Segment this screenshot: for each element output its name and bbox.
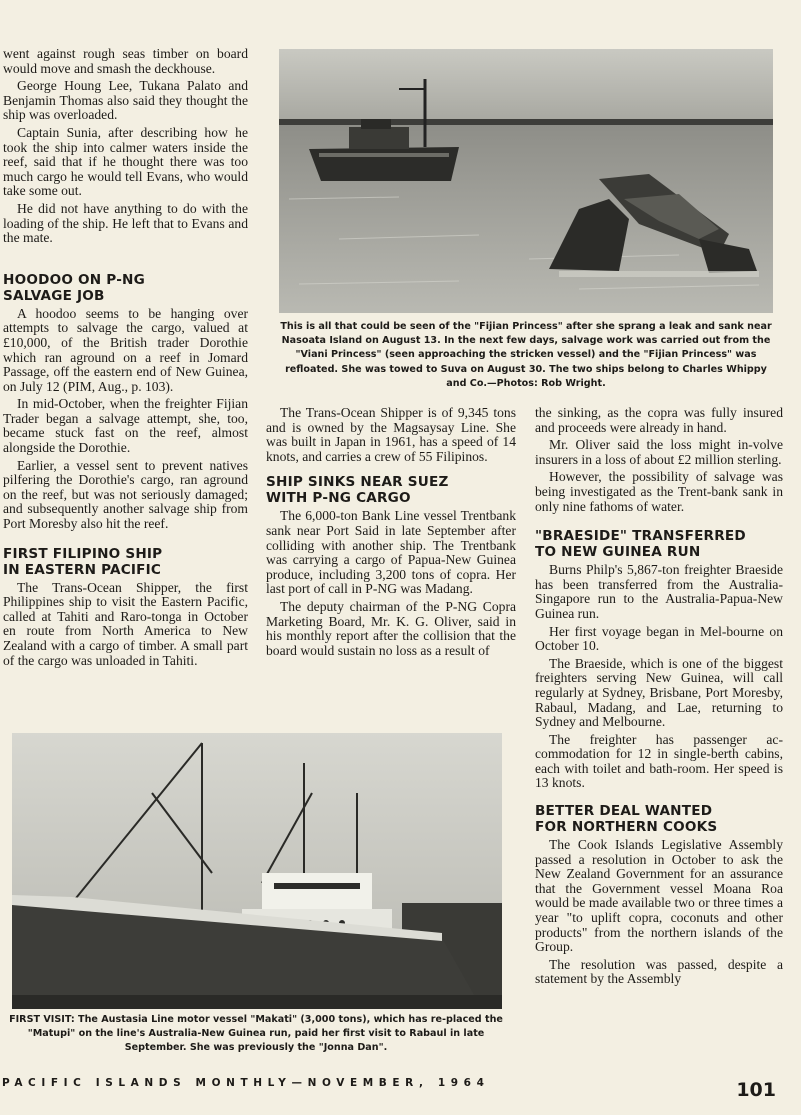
paragraph: Burns Philp's 5,867-ton freighter Braeside has been transferred from the Australia-Singapore run to the Australia-Papua-New Guinea run.	[535, 562, 783, 621]
paragraph: In mid-October, when the freighter Fijian Trader began a salvage attempt, she, too, became stuck fast on the reef, almost alongside the Dorothie.	[3, 396, 248, 456]
column-right	[535, 406, 783, 990]
headline-braeside: "BRAESIDE" TRANSFERRED TO NEW GUINEA RUN	[535, 528, 746, 561]
paragraph: However, the possibility of salvage was being investigated as the Trent-bank sank in only nine fathoms of water.	[535, 469, 783, 514]
photo-fijian-princess	[279, 49, 773, 313]
paragraph: Earlier, a vessel sent to prevent natives pilfering the Dorothie's cargo, ran aground on the reef, but was not seriously damaged; and subsequently another salvage ship from Port Moresby also hit the reef.	[3, 457, 248, 532]
photo-caption-bottom: FIRST VISIT: The Austasia Line motor vessel "Makati" (3,000 tons), which has re-placed the "Matupi" on the line's Australia-New Guinea run, paid her first visit to Rabaul in late September. She was previously the "Jonna Dan".	[9, 1014, 503, 1054]
paragraph: The Trans-Ocean Shipper is of 9,345 tons and is owned by the Magsaysay Line. She was built in Japan in 1961, has a speed of 14 knots, and carries a crew of 55 Filipinos.	[266, 405, 516, 464]
paragraph: The freighter has passenger ac-commodation for 12 in single-berth cabins, each with toilet and bath-room. Her speed is 13 knots.	[535, 731, 783, 791]
page-number: 101	[736, 1079, 776, 1101]
paragraph: The 6,000-ton Bank Line vessel Trentbank sank near Port Said in late September after colliding with another ship. The Trentbank was carrying a cargo of Papua-New Guinea produce, including 3,200 tons of copra. Her last port of call in P-NG was Madang.	[266, 508, 516, 597]
column-middle	[266, 406, 516, 661]
paragraph: Captain Sunia, after describing how he took the ship into calmer waters inside the reef, said that if he thought there was too much cargo he would tell Evans, who would take some out.	[3, 124, 248, 199]
page-footer	[0, 1073, 801, 1113]
paragraph: the sinking, as the copra was fully insured and proceeds were already in hand.	[535, 405, 783, 435]
headline-hoodoo: HOODOO ON P-NG SALVAGE JOB	[3, 271, 145, 304]
paragraph: He did not have anything to do with the loading of the ship. He left that to Evans and the mate.	[3, 200, 248, 246]
running-title: PACIFIC ISLANDS MONTHLY—NOVEMBER, 1964	[2, 1077, 490, 1089]
photo-caption-top: This is all that could be seen of the "Fijian Princess" after she sprang a leak and sank near Nasoata Island on August 13. In the next few days, salvage work was carried out from the "Viani Princess" (seen approaching the stricken vessel) and the "Fijian Princess" was refloated. She was towed to Suva on August 30. The two ships belong to Charles Whippy and Co.—Photos: Rob Wright.	[280, 321, 772, 389]
paragraph: A hoodoo seems to be hanging over attempts to salvage the cargo, valued at £10,000, of the British trader Dorothie which ran aground on a reef in Jomard Passage, off the eastern end of New Guinea, on July 12 (PIM, Aug., p. 103).	[3, 305, 248, 394]
paragraph: The Cook Islands Legislative Assembly passed a resolution in October to ask the New Zealand Government for an assurance that the Government vessel Moana Roa would be made available two or three times a year "to uplift copra, coconuts and other products" from the northern islands of the Group.	[535, 837, 783, 955]
paragraph: George Houng Lee, Tukana Palato and Benjamin Thomas also said they thought the ship was overloaded.	[3, 78, 248, 123]
headline-northern-cooks: BETTER DEAL WANTED FOR NORTHERN COOKS	[535, 803, 718, 836]
paragraph: The Trans-Ocean Shipper, the first Philippines ship to visit the Eastern Pacific, called at Tahiti and Raro-tonga in October en route from North America to New Zealand with a cargo of timber. A small part of the cargo was unloaded in Tahiti.	[3, 579, 248, 668]
paragraph: The resolution was passed, despite a statement by the Assembly	[535, 956, 783, 987]
headline-ship-sinks-suez: SHIP SINKS NEAR SUEZ WITH P-NG CARGO	[266, 474, 449, 507]
photo-makati	[12, 733, 502, 1009]
paragraph: Her first voyage began in Mel-bourne on October 10.	[535, 623, 783, 654]
column-left	[3, 47, 248, 671]
paragraph: The Braeside, which is one of the biggest freighters serving New Guinea, will call regularly at Sydney, Brisbane, Port Moresby, Rabaul, Madang, and Lae, returning to Sydney and Melbourne.	[535, 655, 783, 730]
paragraph: Mr. Oliver said the loss might in-volve insurers in a loss of about £2 million sterling.	[535, 437, 783, 467]
paragraph: went against rough seas timber on board would move and smash the deckhouse.	[3, 46, 248, 76]
headline-filipino-ship: FIRST FILIPINO SHIP IN EASTERN PACIFIC	[3, 545, 163, 578]
paragraph: The deputy chairman of the P-NG Copra Marketing Board, Mr. K. G. Oliver, said in his monthly report after the collision that the board would sustain no loss as a result of	[266, 598, 516, 658]
